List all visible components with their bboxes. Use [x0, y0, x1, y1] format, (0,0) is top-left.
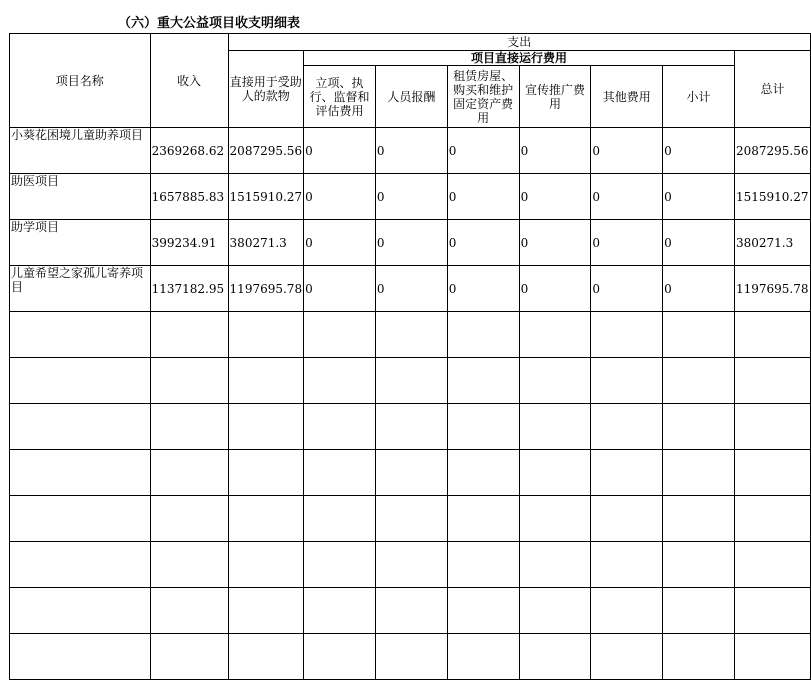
personnel-value: 0 — [375, 174, 447, 220]
header-operating-cost: 项目直接运行费用 — [304, 51, 735, 66]
direct-aid-value: 1197695.78 — [228, 266, 304, 312]
other-value: 0 — [591, 220, 663, 266]
header-income: 收入 — [150, 34, 228, 128]
table-row — [10, 174, 811, 220]
income-value: 399234.91 — [150, 220, 228, 266]
header-total: 总计 — [734, 51, 810, 128]
personnel-value: 0 — [375, 266, 447, 312]
expense-detail-table — [9, 33, 811, 680]
personnel-value: 0 — [375, 220, 447, 266]
setup-supervision-value: 0 — [304, 220, 376, 266]
project-name: 助学项目 — [10, 220, 151, 266]
project-name: 小葵花困境儿童助养项目 — [10, 128, 151, 174]
header-subtotal: 小计 — [663, 66, 735, 128]
empty-row — [10, 542, 811, 588]
direct-aid-value: 380271.3 — [228, 220, 304, 266]
income-value: 2369268.62 — [150, 128, 228, 174]
subtotal-value: 0 — [663, 128, 735, 174]
rent-assets-value: 0 — [447, 174, 519, 220]
other-value: 0 — [591, 266, 663, 312]
promotion-value: 0 — [519, 174, 591, 220]
header-other: 其他费用 — [591, 66, 663, 128]
empty-row — [10, 496, 811, 542]
rent-assets-value: 0 — [447, 220, 519, 266]
empty-row — [10, 588, 811, 634]
header-project-name: 项目名称 — [10, 34, 151, 128]
income-value: 1137182.95 — [150, 266, 228, 312]
subtotal-value: 0 — [663, 220, 735, 266]
empty-row — [10, 312, 811, 358]
table-title: （六）重大公益项目收支明细表 — [118, 16, 301, 31]
header-setup-supervision: 立项、执行、监督和评估费用 — [304, 66, 376, 128]
direct-aid-value: 2087295.56 — [228, 128, 304, 174]
total-value: 1197695.78 — [734, 266, 810, 312]
personnel-value: 0 — [375, 128, 447, 174]
table-row — [10, 220, 811, 266]
total-value: 1515910.27 — [734, 174, 810, 220]
subtotal-value: 0 — [663, 266, 735, 312]
empty-row — [10, 404, 811, 450]
header-rent-assets: 租赁房屋、购买和维护固定资产费用 — [447, 66, 519, 128]
direct-aid-value: 1515910.27 — [228, 174, 304, 220]
empty-row — [10, 358, 811, 404]
table-row — [10, 128, 811, 174]
header-promotion: 宣传推广费用 — [519, 66, 591, 128]
total-value: 380271.3 — [734, 220, 810, 266]
header-direct-aid: 直接用于受助人的款物 — [228, 51, 304, 128]
total-value: 2087295.56 — [734, 128, 810, 174]
rent-assets-value: 0 — [447, 266, 519, 312]
income-value: 1657885.83 — [150, 174, 228, 220]
promotion-value: 0 — [519, 266, 591, 312]
promotion-value: 0 — [519, 128, 591, 174]
empty-row — [10, 450, 811, 496]
other-value: 0 — [591, 128, 663, 174]
project-name: 助医项目 — [10, 174, 151, 220]
other-value: 0 — [591, 174, 663, 220]
header-personnel: 人员报酬 — [375, 66, 447, 128]
rent-assets-value: 0 — [447, 128, 519, 174]
table-row — [10, 266, 811, 312]
setup-supervision-value: 0 — [304, 266, 376, 312]
setup-supervision-value: 0 — [304, 128, 376, 174]
setup-supervision-value: 0 — [304, 174, 376, 220]
subtotal-value: 0 — [663, 174, 735, 220]
project-name: 儿童希望之家孤儿寄养项目 — [10, 266, 151, 312]
promotion-value: 0 — [519, 220, 591, 266]
header-expense: 支出 — [228, 34, 810, 51]
